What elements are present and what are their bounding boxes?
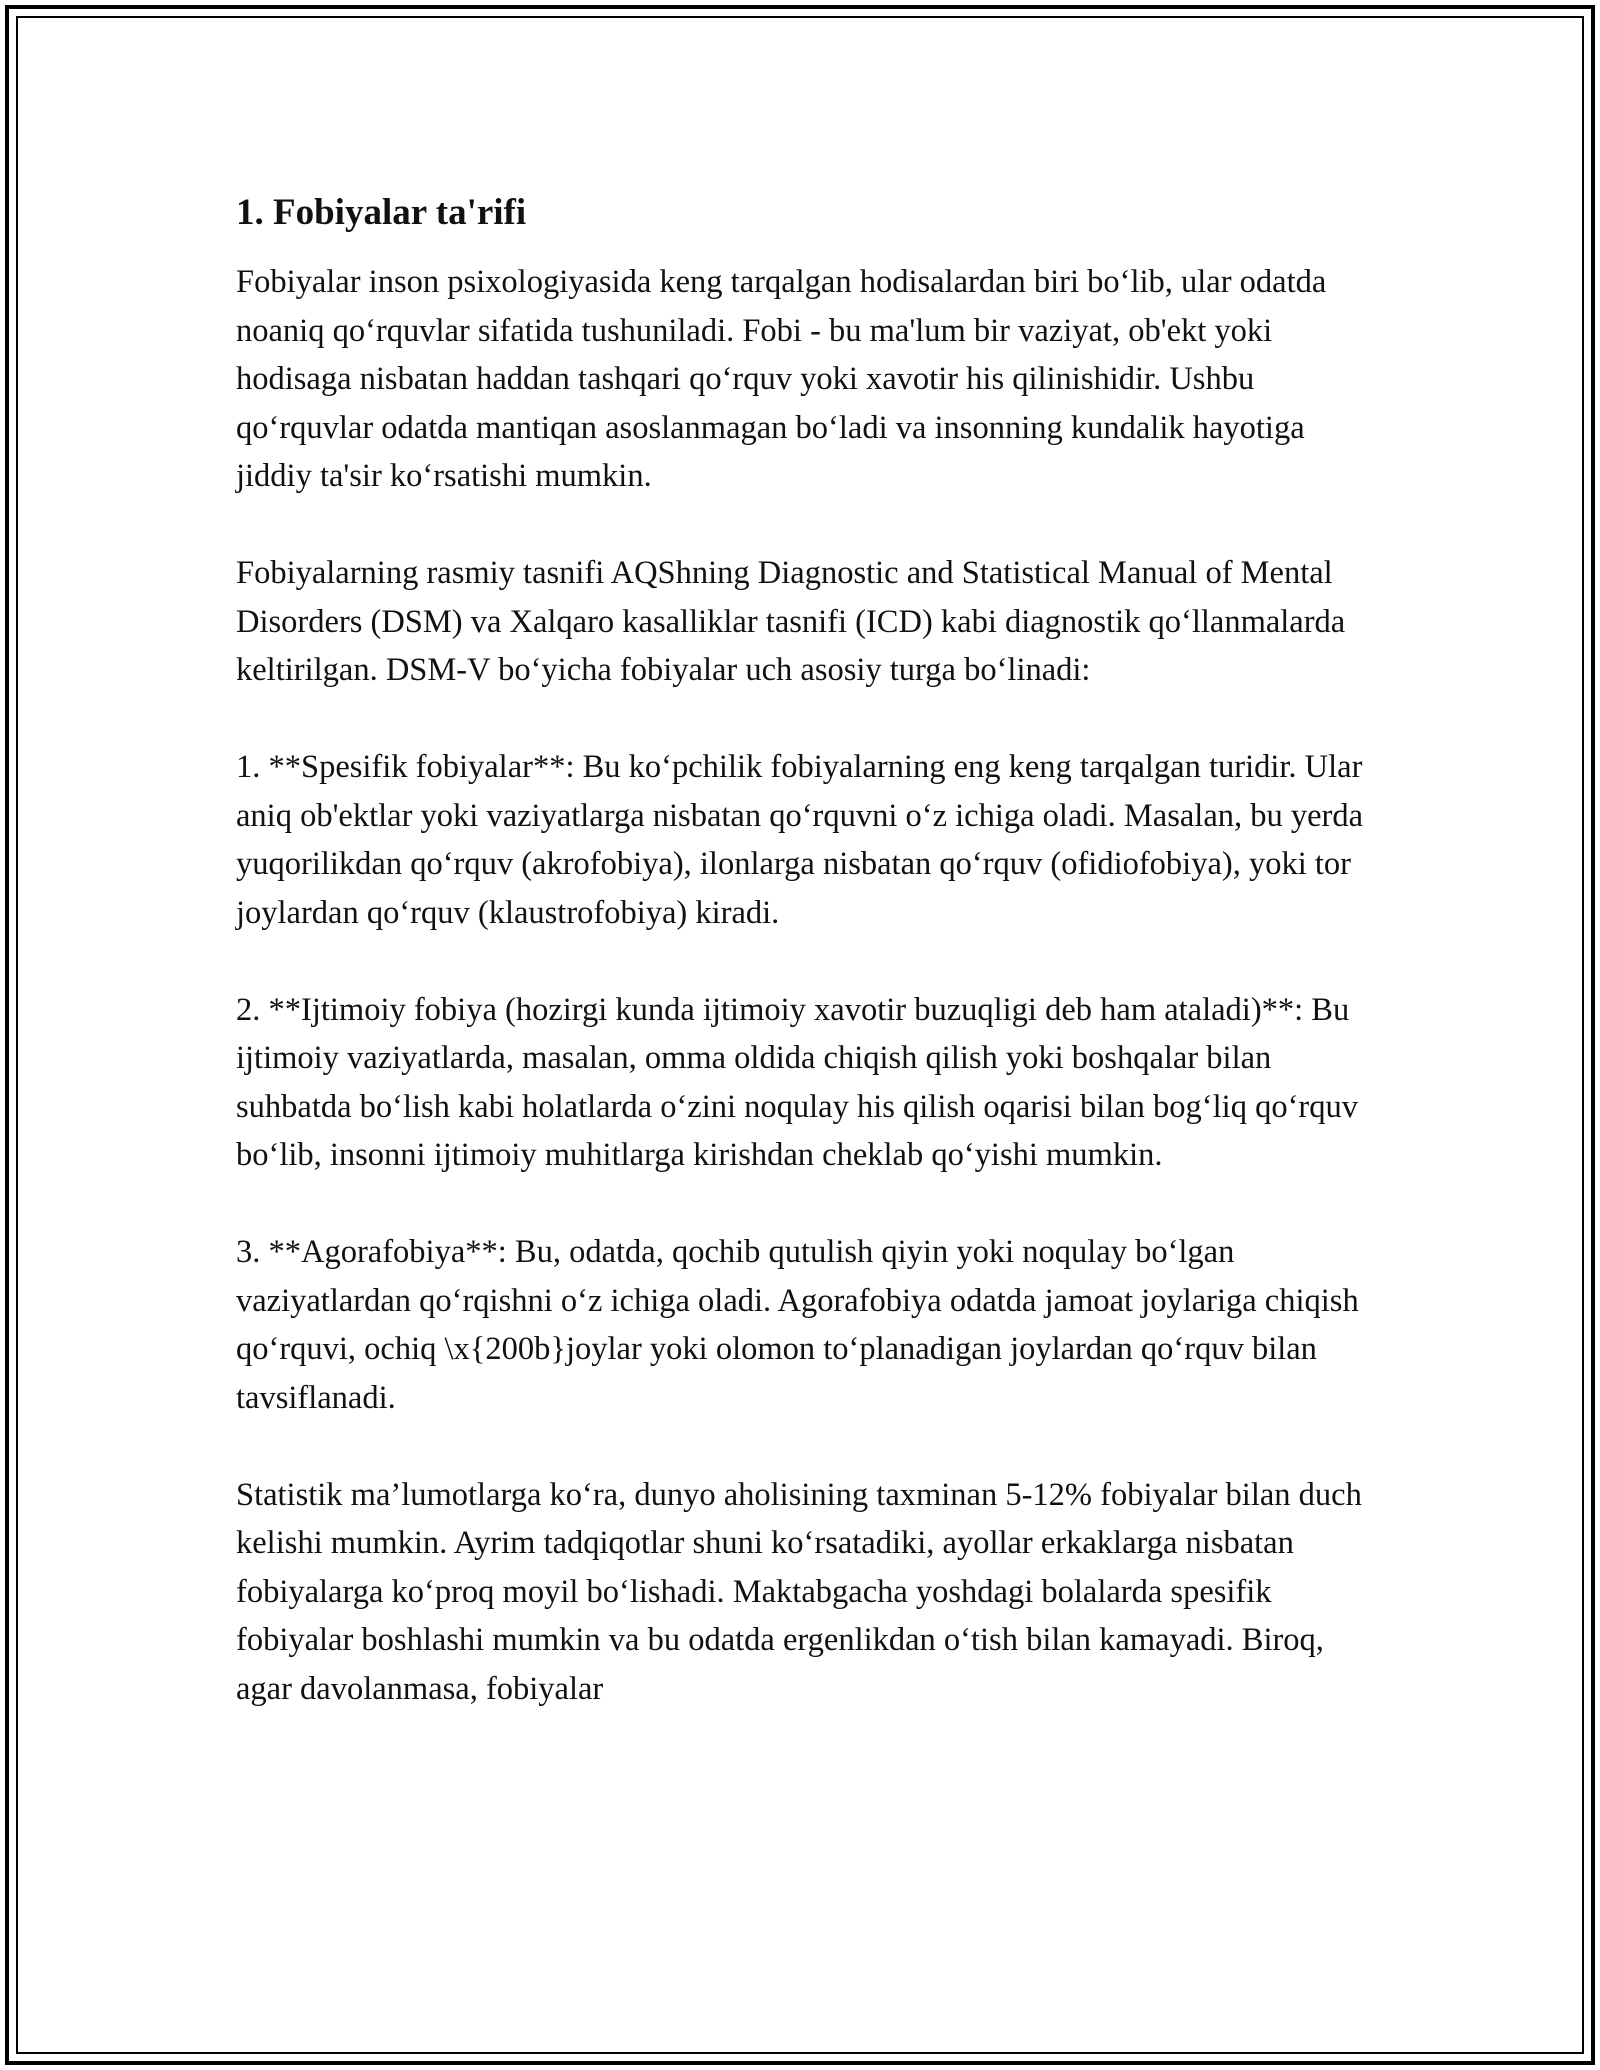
paragraph-agoraphobia: 3. **Agorafobiya**: Bu, odatda, qochib qutulish qiyin yoki noqulay bo‘lgan vaziyatlardan qo‘rqishni o‘z ichiga oladi. Agorafobiya odatda jamoat joylariga chiqish qo‘rquvi, ochiq \x{200b}joylar yoki olomon to‘planadigan joylardan qo‘rquv bilan tavsiflanadi. — [236, 1234, 1359, 1416]
paragraph-classification: Fobiyalarning rasmiy tasnifi AQShning Diagnostic and Statistical Manual of Mental Disorders (DSM) va Xalqaro kasalliklar tasnifi (ICD) kabi diagnostik qo‘llanmalarda keltirilgan. DSM-V bo‘yicha fobiyalar uch asosiy turga bo‘linadi: — [236, 555, 1346, 688]
paragraph-definition: Fobiyalar inson psixologiyasida keng tarqalgan hodisalardan biri bo‘lib, ular odatda noaniq qo‘rquvlar sifatida tushuniladi. Fobi - bu ma'lum bir vaziyat, ob'ekt yoki hodisaga nisbatan haddan tashqari qo‘rquv yoki xavotir his qilinishidir. Ushbu qo‘rquvlar odatda mantiqan asoslanmagan bo‘ladi va insonning kundalik hayotiga jiddiy ta'sir ko‘rsatishi mumkin. — [236, 264, 1327, 494]
document-body — [236, 188, 1366, 1762]
section-heading: 1. Fobiyalar ta'rifi — [236, 192, 527, 233]
paragraph-social-phobia: 2. **Ijtimoiy fobiya (hozirgi kunda ijtimoiy xavotir buzuqligi deb ham ataladi)**: Bu ijtimoiy vaziyatlarda, masalan, omma oldida chiqish qilish yoki boshqalar bilan suhbatda bo‘lish kabi holatlarda o‘zini noqulay his qilish oqarisi bilan bog‘liq qo‘rquv bo‘lib, insonni ijtimoiy muhitlarga kirishdan cheklab qo‘yishi mumkin. — [236, 991, 1358, 1173]
paragraph-statistics: Statistik ma’lumotlarga ko‘ra, dunyo aholisining taxminan 5-12% fobiyalar bilan duch kelishi mumkin. Ayrim tadqiqotlar shuni ko‘rsatadiki, ayollar erkaklarga nisbatan fobiyalarga ko‘proq moyil bo‘lishadi. Maktabgacha yoshdagi bolalarda spesifik fobiyalar boshlashi mumkin va bu odatda ergenlikdan o‘tish bilan kamayadi. Biroq, agar davolanmasa, fobiyalar — [236, 1476, 1362, 1707]
paragraph-specific-phobias: 1. **Spesifik fobiyalar**: Bu ko‘pchilik fobiyalarning eng keng tarqalgan turidir. Ular aniq ob'ektlar yoki vaziyatlarga nisbatan qo‘rquvni o‘z ichiga oladi. Masalan, bu yerda yuqorilikdan qo‘rquv (akrofobiya), ilonlarga nisbatan qo‘rquv (ofidiofobiya), yoki tor joylardan qo‘rquv (klaustrofobiya) kiradi. — [236, 749, 1364, 931]
